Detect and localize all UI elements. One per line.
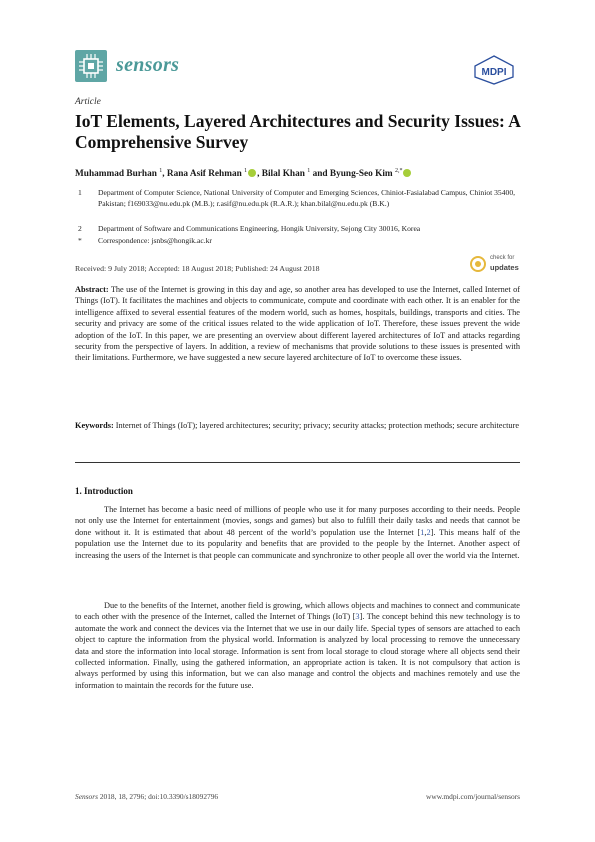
author-name: Bilal Khan xyxy=(261,169,305,180)
footer-journal-name: Sensors xyxy=(75,792,98,801)
citation-link[interactable]: 1 xyxy=(420,527,425,537)
keywords-text: Internet of Things (IoT); layered architectures; security; privacy; security attacks; protection methods; secure architecture xyxy=(115,421,520,430)
footer-url[interactable]: www.mdpi.com/journal/sensors xyxy=(426,792,520,801)
citation-separator: , xyxy=(424,527,427,537)
paragraph-text: Due to the benefits of the Internet, another field is growing, which allows objects and machines to connect and communicate to each other with the presence of the Internet, called the Internet of Things (IoT) [ xyxy=(75,601,520,622)
article-type: Article xyxy=(75,97,101,107)
check-updates-line1: check for xyxy=(490,255,515,261)
affiliation-mark: * xyxy=(78,236,82,245)
section-divider xyxy=(75,462,520,463)
author-separator: and xyxy=(310,169,330,180)
author-affil-mark: 1 xyxy=(307,168,311,174)
author-affil-mark: 2,* xyxy=(394,168,403,174)
section-heading: 1. Introduction xyxy=(75,486,133,496)
keywords xyxy=(75,420,520,431)
footer-citation xyxy=(75,792,218,801)
orcid-icon[interactable] xyxy=(403,169,411,177)
abstract-text: The use of the Internet is growing in this day and age, so another area has developed to use the Internet, called Internet of Things (IoT). It facilitates the machines and objects to communicate, compute and coordinate with each other. It is an enabler for the intelligence affixed to several essential features of the modern world, such as homes, hospitals, buildings, transports and cities. The security and privacy are some of the critical issues related to the wide application of IoT. Therefore, these issues prevent the wide adoption of the IoT. In this paper, we are presenting an overview about different layered architectures of IoT and attacks regarding security from the perspective of layers. In addition, a review of mechanisms that provide solutions to these issues is presented with their limitations. Furthermore, we have suggested a new secure layered architecture of IoT to overcome these issues. xyxy=(75,285,520,363)
paragraph-text: The Internet has become a basic need of millions of people who use it for many purposes according to their needs. People not only use the Internet for entertainment (movies, songs and games) but also to fulfill their daily tasks and needs that cannot be done without it. It is estimated that about 48 percent of the world’s population use the Internet [ xyxy=(75,505,520,537)
paragraph-text: ]. The concept behind this new technology is to automate the work and connect the devices via the Internet that we use in our daily life. Special types of sensors are attached to each object to capture the information from the physical world. Information is analyzed by local processing to remove the unnecessary data and store the information into local storage. Information is sent from local storage to cloud storage where all objects send their collected information. Finally, using the gathered information, an appropriate action is taken. It is not compulsory that action is always performed by using this information, but we can also manage and control the objects and machines remotely and use the information to maintain the records for the future use. xyxy=(75,612,520,690)
abstract xyxy=(75,284,520,364)
author-name: Muhammad Burhan xyxy=(75,169,157,180)
author-affil-mark: 1 xyxy=(244,168,248,174)
author-list xyxy=(75,168,525,179)
check-for-updates-badge[interactable] xyxy=(470,254,520,276)
paragraph-text: ]. This means half of the population use the Internet due to its popularity and benefits that are provided to the people by the Internet. Another aspect of increasing the users of the Internet is that people can communicate and synchronize to other people all over the world via the Internet. xyxy=(75,527,520,560)
affiliation-1 xyxy=(75,188,520,220)
author-separator: , xyxy=(257,169,262,180)
affiliation-mark: 2 xyxy=(78,224,82,233)
paragraph-2 xyxy=(75,600,520,691)
abstract-label: Abstract: xyxy=(75,285,109,294)
keywords-label: Keywords: xyxy=(75,421,114,430)
citation-link[interactable]: 3 xyxy=(355,612,360,622)
author-name: Byung-Seo Kim xyxy=(329,169,393,180)
author-name: Rana Asif Rehman xyxy=(166,169,242,180)
affiliation-mark: 1 xyxy=(78,188,82,197)
correspondence-text[interactable]: Correspondence: jsnbs@hongik.ac.kr xyxy=(98,236,212,245)
publication-dates: Received: 9 July 2018; Accepted: 18 August 2018; Published: 24 August 2018 xyxy=(75,264,320,273)
orcid-icon[interactable] xyxy=(248,169,256,177)
affiliation-text: Department of Computer Science, National University of Computer and Emerging Sciences, Chiniot-Fasialabad Campus, Chiniot 35400, Pakistan; f169033@nu.edu.pk (M.B.); r.asif@nu.edu.pk (R.A.R.); khan.bilal@nu.edu.pk (B.K.) xyxy=(98,188,516,208)
citation-link[interactable]: 2 xyxy=(426,527,431,537)
affiliation-text: Department of Software and Communications Engineering, Hongik University, Sejong City 30016, Korea xyxy=(98,224,421,233)
check-updates-line2: updates xyxy=(490,263,519,272)
footer-citation-text: 2018, 18, 2796; doi:10.3390/s18092796 xyxy=(98,792,219,801)
paper-title: IoT Elements, Layered Architectures and Security Issues: A Comprehensive Survey xyxy=(75,111,520,152)
publisher-logo-icon xyxy=(472,55,516,85)
update-badge-icon xyxy=(470,256,486,272)
publisher-name: MDPI xyxy=(481,67,507,78)
paragraph-1 xyxy=(75,504,520,561)
journal-logo-icon xyxy=(75,50,107,82)
journal-name: sensors xyxy=(116,54,180,76)
author-affil-mark: 1 xyxy=(159,168,163,174)
author-separator: , xyxy=(162,169,167,180)
